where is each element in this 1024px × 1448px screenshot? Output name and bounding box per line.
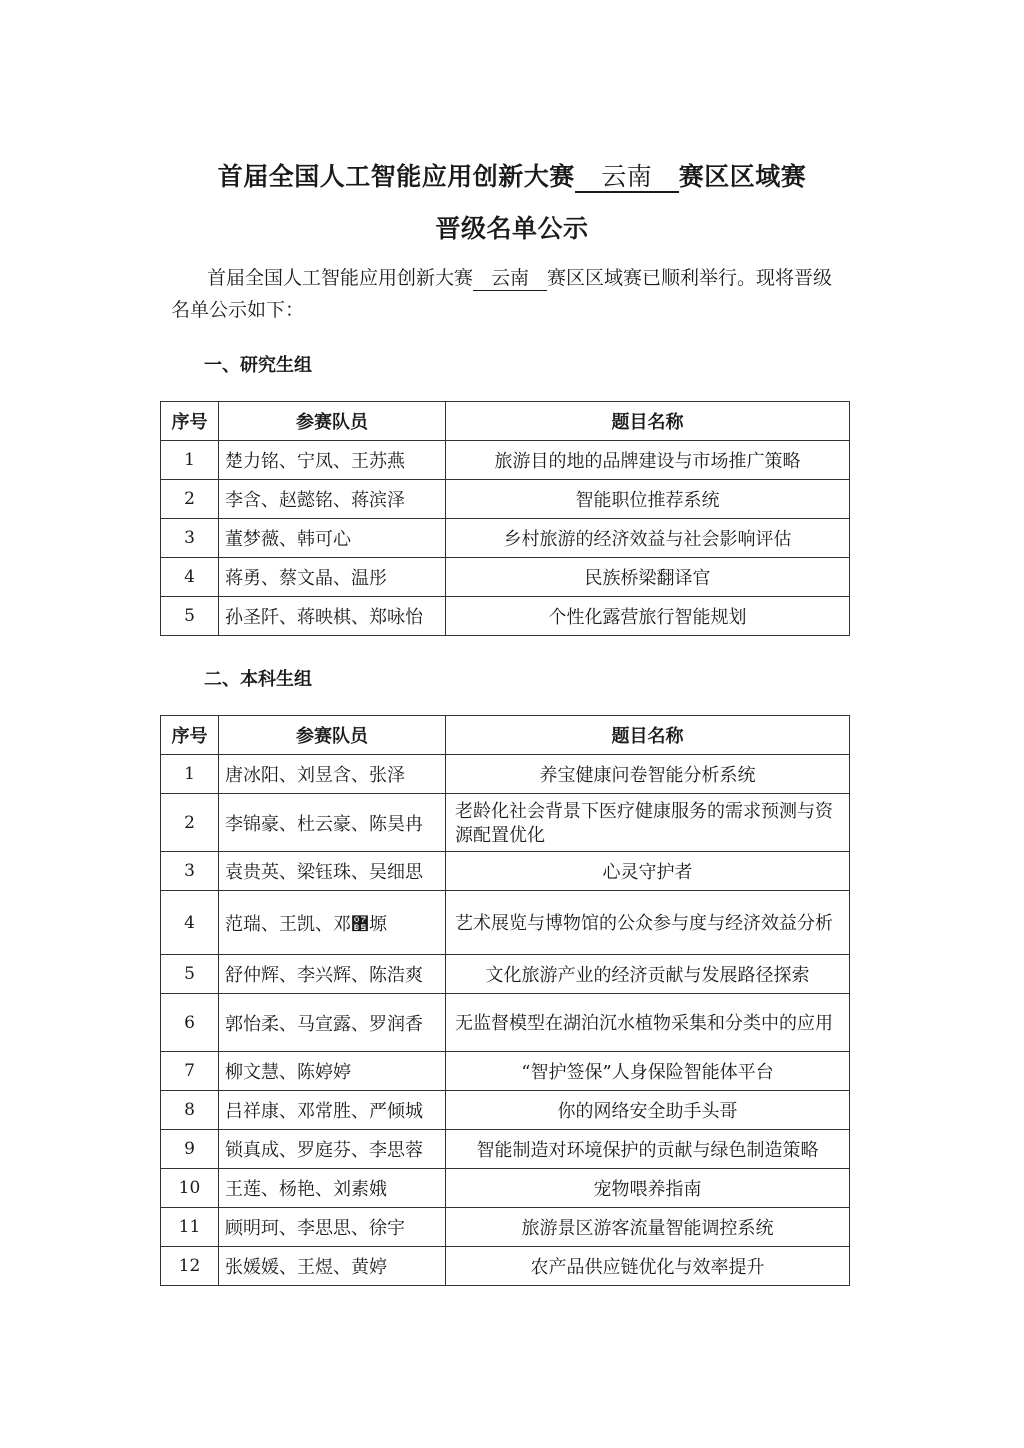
row-members: 范瑞、王凯、邓޵塬: [219, 891, 446, 955]
undergraduate-table: [160, 715, 850, 1286]
row-members: 王莲、杨艳、刘素娥: [219, 1169, 446, 1208]
column-header-topic: 题目名称: [446, 402, 850, 441]
row-members: 郭怡柔、马宣露、罗润香: [219, 994, 446, 1052]
intro-region: 云南: [473, 268, 547, 291]
table-row: [161, 994, 850, 1052]
row-members: 袁贵英、梁钰珠、吴细思: [219, 852, 446, 891]
row-members: 张媛媛、王煜、黄婷: [219, 1247, 446, 1286]
row-topic: 民族桥梁翻译官: [446, 558, 850, 597]
column-header-number: 序号: [161, 716, 219, 755]
row-number: 5: [161, 597, 219, 636]
intro-suffix: 赛区区域赛已顺利举行。现将晋级: [547, 267, 833, 289]
column-header-topic: 题目名称: [446, 716, 850, 755]
row-number: 11: [161, 1208, 219, 1247]
row-number: 2: [161, 480, 219, 519]
row-topic: 老龄化社会背景下医疗健康服务的需求预测与资源配置优化: [446, 794, 850, 852]
row-topic: 无监督模型在湖泊沉水植物采集和分类中的应用: [446, 994, 850, 1052]
table-row: [161, 441, 850, 480]
intro-line-1: [171, 262, 861, 294]
title-prefix: 首届全国人工智能应用创新大赛: [217, 162, 575, 191]
row-number: 10: [161, 1169, 219, 1208]
row-number: 1: [161, 441, 219, 480]
row-members: 柳文慧、陈婷婷: [219, 1052, 446, 1091]
row-topic: “智护签保”人身保险智能体平台: [446, 1052, 850, 1091]
document-subtitle: 晋级名单公示: [435, 214, 589, 243]
row-topic: 养宝健康问卷智能分析系统: [446, 755, 850, 794]
row-number: 8: [161, 1091, 219, 1130]
document-title: [0, 157, 1024, 193]
table-row: [161, 480, 850, 519]
row-members: 唐冰阳、刘昱含、张泽: [219, 755, 446, 794]
table-row: [161, 755, 850, 794]
row-topic: 你的网络安全助手头哥: [446, 1091, 850, 1130]
row-number: 4: [161, 558, 219, 597]
row-number: 12: [161, 1247, 219, 1286]
row-members: 顾明珂、李思思、徐宇: [219, 1208, 446, 1247]
title-region: 云南: [575, 163, 679, 193]
table-row: [161, 1169, 850, 1208]
table-row: [161, 1208, 850, 1247]
row-members: 楚力铭、宁凤、王苏燕: [219, 441, 446, 480]
table-row: [161, 891, 850, 955]
row-members: 李含、赵懿铭、蒋滨泽: [219, 480, 446, 519]
column-header-members: 参赛队员: [219, 716, 446, 755]
row-topic: 个性化露营旅行智能规划: [446, 597, 850, 636]
row-number: 5: [161, 955, 219, 994]
row-number: 4: [161, 891, 219, 955]
row-topic: 智能制造对环境保护的贡献与绿色制造策略: [446, 1130, 850, 1169]
row-topic: 心灵守护者: [446, 852, 850, 891]
table-row: [161, 1130, 850, 1169]
row-members: 孙圣阡、蒋映棋、郑咏怡: [219, 597, 446, 636]
row-topic: 乡村旅游的经济效益与社会影响评估: [446, 519, 850, 558]
section-heading-undergraduate: 二、本科生组: [204, 669, 312, 690]
row-number: 1: [161, 755, 219, 794]
row-number: 9: [161, 1130, 219, 1169]
table-row: [161, 519, 850, 558]
table-row: [161, 558, 850, 597]
row-topic: 农产品供应链优化与效率提升: [446, 1247, 850, 1286]
table-row: [161, 1247, 850, 1286]
row-members: 舒仲辉、李兴辉、陈浩爽: [219, 955, 446, 994]
intro-paragraph: [171, 262, 861, 326]
table-row: [161, 1052, 850, 1091]
intro-line-2: 名单公示如下：: [171, 299, 305, 321]
row-topic: 智能职位推荐系统: [446, 480, 850, 519]
row-members: 蒋勇、蔡文晶、温彤: [219, 558, 446, 597]
table-row: [161, 794, 850, 852]
row-topic: 旅游景区游客流量智能调控系统: [446, 1208, 850, 1247]
section-heading-graduate: 一、研究生组: [204, 355, 312, 376]
row-number: 6: [161, 994, 219, 1052]
row-topic: 文化旅游产业的经济贡献与发展路径探索: [446, 955, 850, 994]
table-row: [161, 852, 850, 891]
row-number: 7: [161, 1052, 219, 1091]
column-header-number: 序号: [161, 402, 219, 441]
table-row: [161, 1091, 850, 1130]
row-topic: 艺术展览与博物馆的公众参与度与经济效益分析: [446, 891, 850, 955]
row-topic: 宠物喂养指南: [446, 1169, 850, 1208]
row-members: 锁真成、罗庭芬、李思蓉: [219, 1130, 446, 1169]
column-header-members: 参赛队员: [219, 402, 446, 441]
graduate-table: [160, 401, 850, 636]
row-members: 李锦豪、杜云豪、陈昊冉: [219, 794, 446, 852]
row-number: 3: [161, 852, 219, 891]
row-topic: 旅游目的地的品牌建设与市场推广策略: [446, 441, 850, 480]
table-row: [161, 955, 850, 994]
row-number: 3: [161, 519, 219, 558]
intro-prefix: 首届全国人工智能应用创新大赛: [207, 267, 474, 289]
title-suffix: 赛区区域赛: [678, 162, 807, 191]
row-members: 董梦薇、韩可心: [219, 519, 446, 558]
table-row: [161, 597, 850, 636]
row-members: 吕祥康、邓常胜、严倾城: [219, 1091, 446, 1130]
row-number: 2: [161, 794, 219, 852]
